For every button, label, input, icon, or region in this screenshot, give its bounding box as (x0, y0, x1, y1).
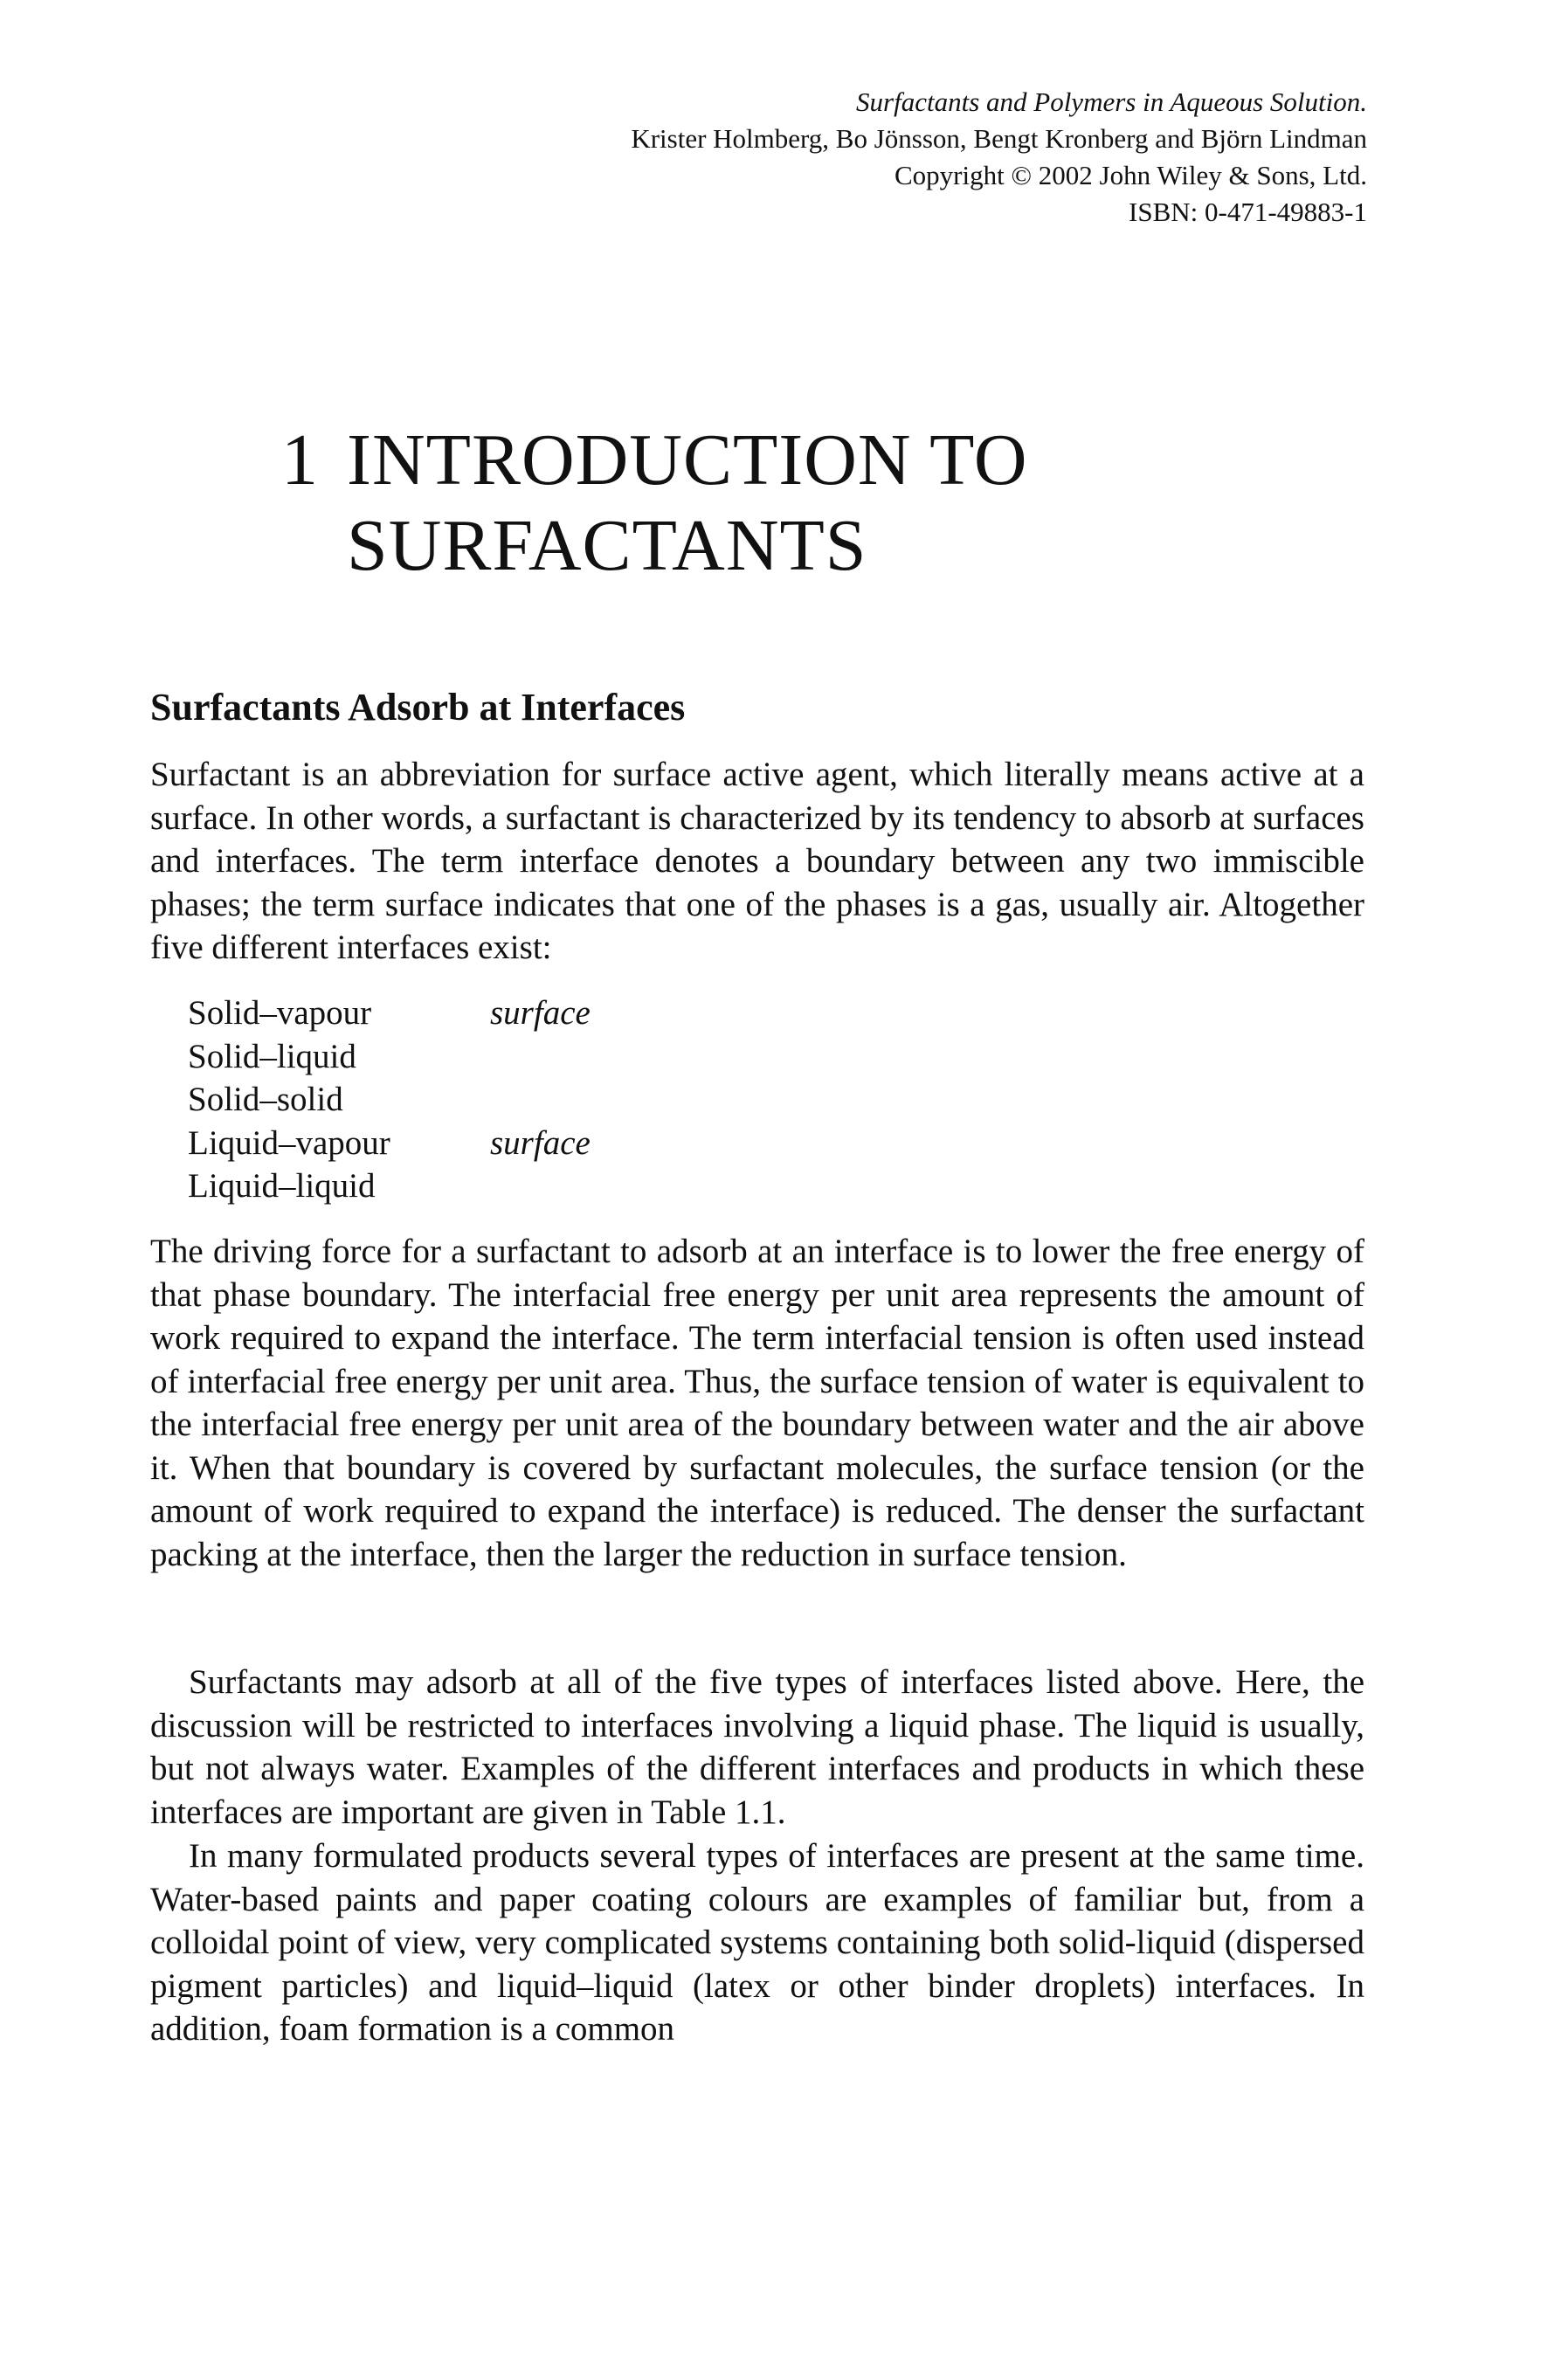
authors-line: Krister Holmberg, Bo Jönsson, Bengt Kronberg and Björn Lindman (631, 123, 1367, 154)
list-item (188, 1078, 591, 1122)
interface-name: Solid–vapour (188, 994, 372, 1032)
bibliographic-header (406, 84, 1367, 231)
paragraph-driving-force: The driving force for a surfactant to adsorb at an interface is to lower the free energy of that phase boundary. The interfacial free energy per unit area represents the amount of work required to expand the interface. The term interfacial tension is often used instead of interfacial free energy per unit area. Thus, the surface tension of water is equivalent to the interfacial free energy per unit area of the boundary between water and the air above it. When that boundary is covered by surfactant molecules, the surface tension (or the amount of work required to expand the interface) is reduced. The denser the surfactant packing at the interface, then the larger the reduction in surface tension. (150, 1233, 1364, 1573)
chapter-title-text (347, 418, 1395, 589)
list-item (188, 1035, 591, 1079)
copyright-line: Copyright © 2002 John Wiley & Sons, Ltd. (894, 160, 1367, 190)
list-item (188, 991, 591, 1035)
chapter-number: 1 (281, 419, 319, 501)
book-title: Surfactants and Polymers in Aqueous Solution. (856, 86, 1367, 117)
paragraph-intro: Surfactant is an abbreviation for surface active agent, which literally means active at a surface. In other words, a surfactant is characterized by its tendency to absorb at surfaces and interfaces. The term interface denotes a boundary between any two immiscible phases; the term surface indicates that one of the phases is a gas, usually air. Altogether five different interfaces exist: (150, 756, 1364, 966)
interface-name: Liquid–liquid (188, 1167, 376, 1205)
interface-name: Solid–liquid (188, 1037, 356, 1075)
chapter-title-line-1: INTRODUCTION TO (347, 419, 1028, 501)
interface-list (188, 991, 591, 1208)
list-item (188, 1164, 591, 1208)
paragraph-interface-types: Surfactants may adsorb at all of the five types of interfaces listed above. Here, the discussion will be restricted to interfaces involving a liquid phase. The liquid is usually, but not always water. Examples of the different interfaces and products in which these interfaces are important are given in Table 1.1. (150, 1663, 1364, 1831)
interface-name: Solid–solid (188, 1081, 343, 1118)
section-heading: Surfactants Adsorb at Interfaces (150, 686, 686, 729)
interface-note: surface (490, 994, 591, 1032)
interface-note: surface (490, 1123, 591, 1162)
isbn-line: ISBN: 0-471-49883-1 (1129, 197, 1367, 227)
list-item (188, 1122, 591, 1165)
chapter-title-line-2: SURFACTANTS (347, 505, 867, 586)
interface-name: Liquid–vapour (188, 1123, 390, 1162)
paragraph-formulated-products: In many formulated products several types of interfaces are present at the same time. Water-based paints and paper coating colours are examples of familiar but, from a colloidal point of view, very complicated systems containing both solid-liquid (dispersed pigment particles) and liquid–liquid (latex or other binder droplets) interfaces. In addition, foam formation is a common (150, 1837, 1364, 2048)
